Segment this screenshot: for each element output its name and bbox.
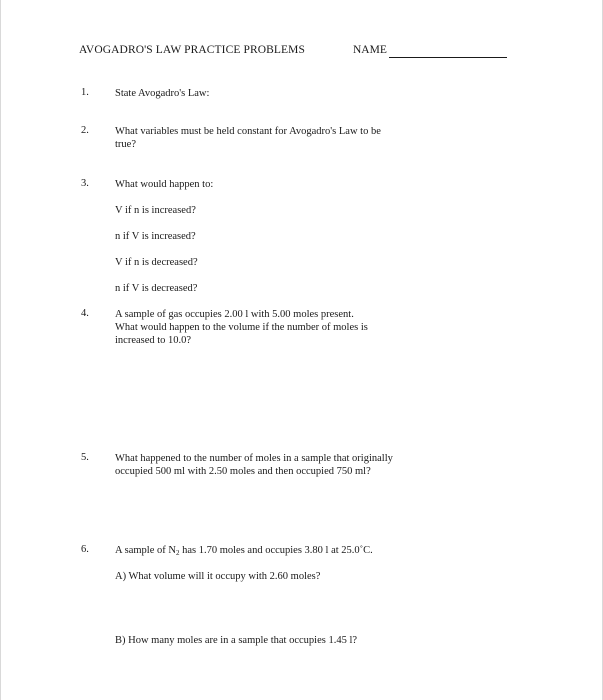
question-3-text: What would happen to:: [115, 179, 214, 190]
question-5-text-line: occupied 500 ml with 2.50 moles and then occupied 750 ml?: [115, 466, 371, 477]
question-2-text-line: true?: [115, 139, 136, 150]
question-3-part: V if n is increased?: [115, 205, 196, 216]
question-3-part: n if V is decreased?: [115, 283, 198, 294]
question-4-text-line: increased to 10.0?: [115, 335, 192, 346]
question-number: 4.: [81, 308, 89, 319]
question-6-text-post: has 1.70 moles and occupies 3.80 l at 25.0˚C.: [179, 545, 373, 556]
question-5-text-line: What happened to the number of moles in a sample that originally: [115, 453, 393, 464]
name-label: NAME: [353, 44, 387, 56]
question-4-text-line: A sample of gas occupies 2.00 l with 5.00 moles present.: [115, 309, 354, 320]
question-3-part: n if V is increased?: [115, 231, 196, 242]
name-blank-line: [389, 57, 507, 58]
question-6-part-a: A) What volume will it occupy with 2.60 moles?: [115, 571, 321, 582]
question-4-text-line: What would happen to the volume if the number of moles is: [115, 322, 368, 333]
question-number: 5.: [81, 452, 89, 463]
question-3-part: V if n is decreased?: [115, 257, 198, 268]
question-number: 3.: [81, 178, 89, 189]
question-6-part-b: B) How many moles are in a sample that occupies 1.45 l?: [115, 635, 358, 646]
question-1-text: State Avogadro's Law:: [115, 88, 210, 99]
question-6-text: [115, 544, 373, 560]
question-number: 6.: [81, 544, 89, 555]
subscript-2: 2: [175, 549, 180, 557]
question-6-text-pre: A sample of N: [115, 545, 176, 556]
question-number: 2.: [81, 125, 89, 136]
worksheet-title: AVOGADRO'S LAW PRACTICE PROBLEMS: [79, 44, 305, 56]
question-number: 1.: [81, 87, 89, 98]
question-2-text-line: What variables must be held constant for Avogadro's Law to be: [115, 126, 381, 137]
